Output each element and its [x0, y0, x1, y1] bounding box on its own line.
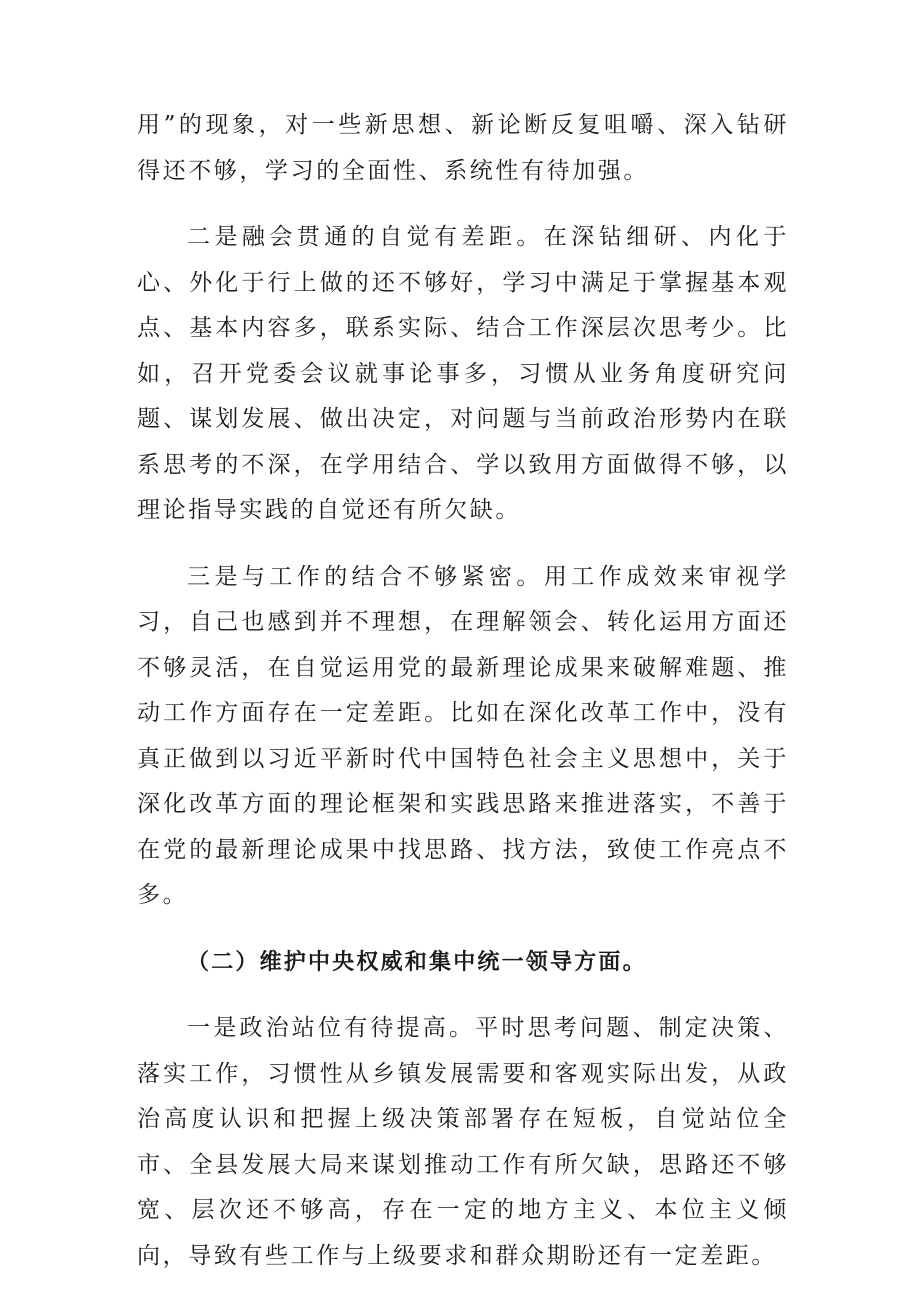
paragraph-political-stance: 一是政治站位有待提高。平时思考问题、制定决策、落实工作，习惯性从乡镇发展需要和客观实际出发，从政治高度认识和把握上级决策部署存在短板，自觉站位全市、全县发展大局来谋划推动工作有所欠缺，思路还不够宽、层次还不够高，存在一定的地方主义、本位主义倾向，导致有些工作与上级要求和群众期盼还有一定差距。: [137, 1015, 789, 1269]
paragraph-continuation: 用”的现象，对一些新思想、新论断反复咀嚼、深入钻研得还不够，学习的全面性、系统性有待加强。: [137, 112, 789, 184]
section-heading: （二）维护中央权威和集中统一领导方面。: [187, 949, 647, 975]
paragraph-work-integration: 三是与工作的结合不够紧密。用工作成效来审视学习，自己也感到并不理想，在理解领会、转化运用方面还不够灵活，在自觉运用党的最新理论成果来破解难题、推动工作方面存在一定差距。比如在深化改革工作中，没有真正做到以习近平新时代中国特色社会主义思想中，关于深化改革方面的理论框架和实践思路来推进落实，不善于在党的最新理论成果中找思路、找方法，致使工作亮点不多。: [137, 563, 789, 908]
paragraph-integration-gap: 二是融会贯通的自觉有差距。在深钻细研、内化于心、外化于行上做的还不够好，学习中满足于掌握基本观点、基本内容多，联系实际、结合工作深层次思考少。比如，召开党委会议就事论事多，习惯从业务角度研究问题、谋划发展、做出决定，对问题与当前政治形势内在联系思考的不深，在学用结合、学以致用方面做得不够，以理论指导实践的自觉还有所欠缺。: [137, 224, 789, 523]
document-body: [137, 103, 789, 1300]
